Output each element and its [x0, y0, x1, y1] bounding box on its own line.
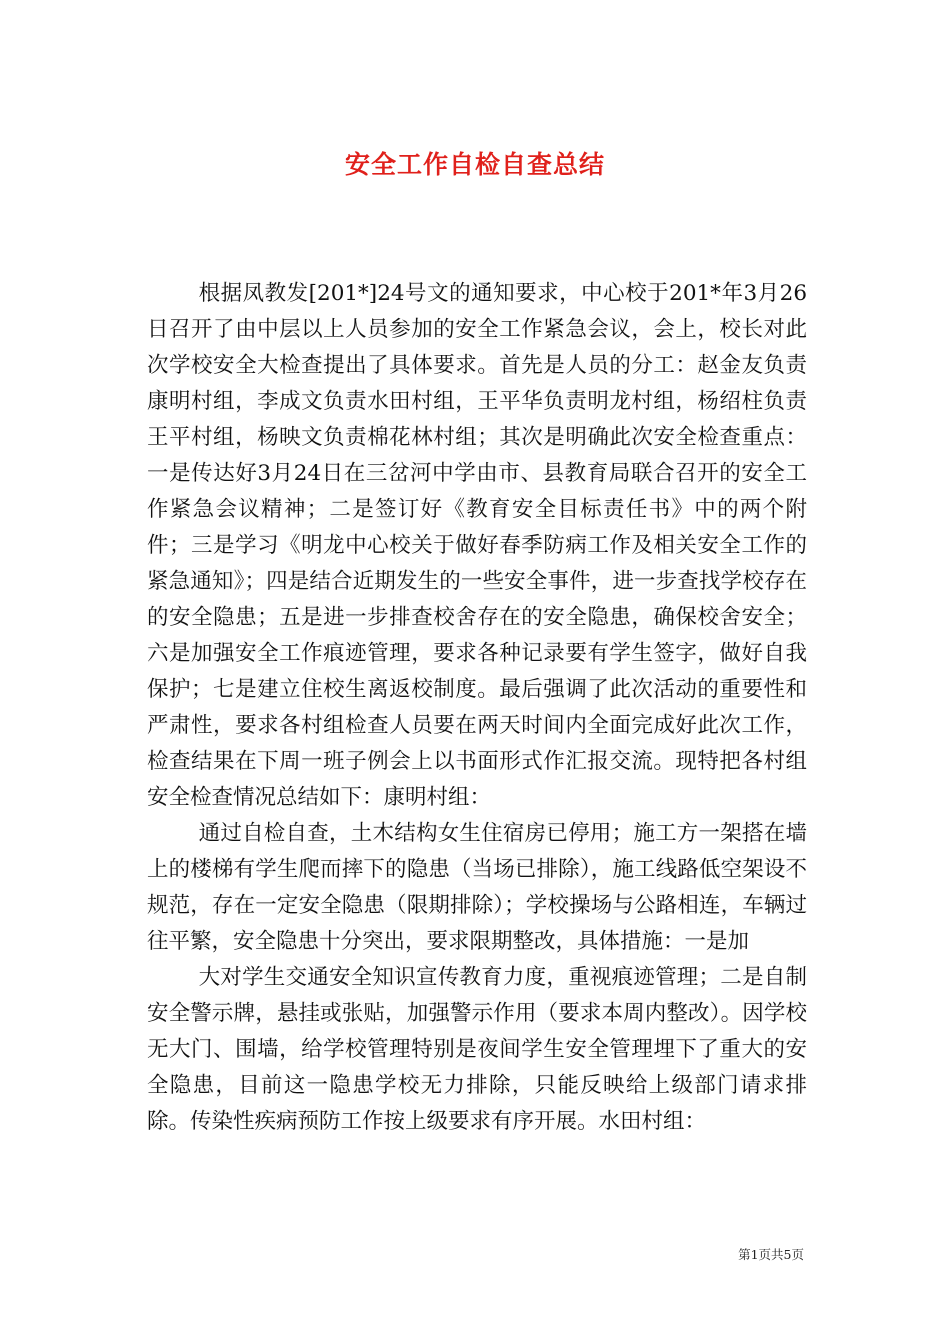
document-body [147, 276, 807, 1140]
page-number: 第1页共5页 [738, 1247, 804, 1262]
paragraph-2: 通过自检自查，土木结构女生住宿房已停用；施工方一架搭在墙上的楼梯有学生爬而摔下的隐患（当场已排除），施工线路低空架设不规范，存在一定安全隐患（限期排除）；学校操场与公路相连，车辆过往平繁，安全隐患十分突出，要求限期整改，具体措施：一是加 [147, 821, 807, 954]
paragraph-1: 根据凤教发[201*]24号文的通知要求，中心校于201*年3月26日召开了由中层以上人员参加的安全工作紧急会议，会上，校长对此次学校安全大检查提出了具体要求。首先是人员的分工：赵金友负责康明村组，李成文负责水田村组，王平华负责明龙村组，杨绍柱负责王平村组，杨映文负责棉花林村组；其次是明确此次安全检查重点：一是传达好3月24日在三岔河中学由市、县教育局联合召开的安全工作紧急会议精神；二是签订好《教育安全目标责任书》中的两个附件；三是学习《明龙中心校关于做好春季防病工作及相关安全工作的紧急通知》；四是结合近期发生的一些安全事件，进一步查找学校存在的安全隐患；五是进一步排查校舍存在的安全隐患，确保校舍安全；六是加强安全工作痕迹管理，要求各种记录要有学生签字，做好自我保护；七是建立住校生离返校制度。最后强调了此次活动的重要性和严肃性，要求各村组检查人员要在两天时间内全面完成好此次工作，检查结果在下周一班子例会上以书面形式作汇报交流。现特把各村组安全检查情况总结如下：康明村组： [147, 281, 807, 810]
paragraph-3: 大对学生交通安全知识宣传教育力度，重视痕迹管理；二是自制安全警示牌，悬挂或张贴，加强警示作用（要求本周内整改）。因学校无大门、围墙，给学校管理特别是夜间学生安全管理埋下了重大的安全隐患，目前这一隐患学校无力排除，只能反映给上级部门请求排除。传染性疾病预防工作按上级要求有序开展。水田村组： [147, 965, 807, 1134]
document-title: 安全工作自检自查总结 [344, 149, 605, 179]
